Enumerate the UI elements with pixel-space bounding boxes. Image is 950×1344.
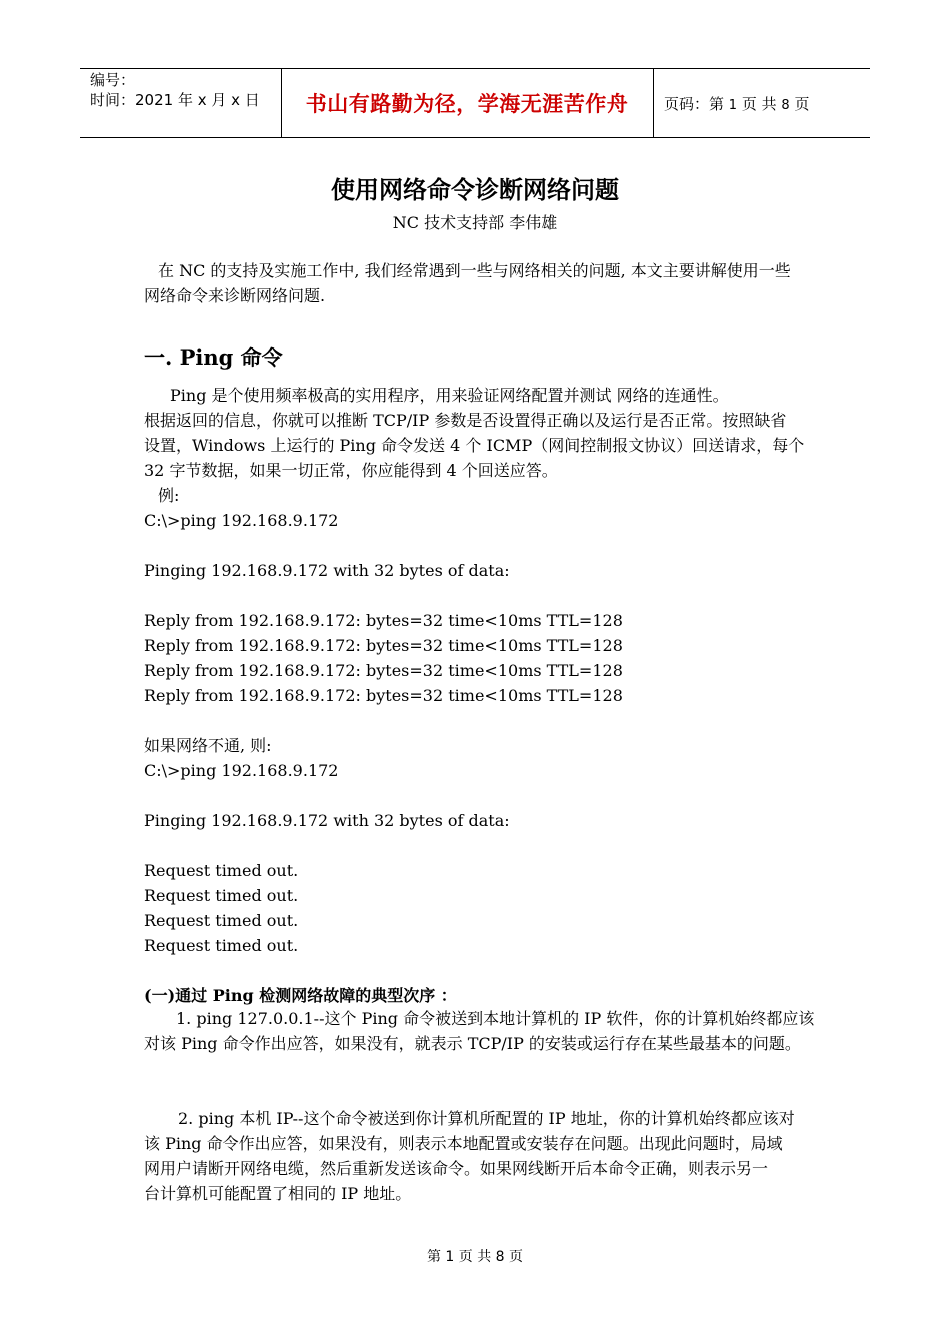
command-output-line: Reply from 192.168.9.172: bytes=32 time<10ms TTL=128 bbox=[144, 661, 623, 680]
subsection-heading: (一)通过 Ping 检测网络故障的典型次序 ： bbox=[144, 986, 457, 1005]
section-heading: 一. Ping 命令 bbox=[144, 345, 283, 370]
example-label: 例: bbox=[158, 486, 180, 505]
document-author: NC 技术支持部 李伟雄 bbox=[392, 213, 558, 232]
paragraph-line: 网用户请断开网络电缆，然后重新发送该命令。如果网线断开后本命令正确，则表示另一 bbox=[144, 1159, 769, 1178]
command-output-line: Request timed out. bbox=[144, 911, 299, 930]
command-output-line: Request timed out. bbox=[144, 861, 299, 880]
paragraph-line: Ping 是个使用频率极高的实用程序，用来验证网络配置并测试 网络的连通性。 bbox=[170, 386, 729, 405]
paragraph-line: 该 Ping 命令作出应答，如果没有，则表示本地配置或安装存在问题。出现此问题时，局域 bbox=[144, 1134, 783, 1153]
command-output-line: Request timed out. bbox=[144, 936, 299, 955]
header-motto-cell bbox=[281, 69, 654, 137]
command-line: C:\>ping 192.168.9.172 bbox=[144, 761, 339, 780]
document-title: 使用网络命令诊断网络问题 bbox=[331, 176, 619, 204]
command-output-line: Pinging 192.168.9.172 with 32 bytes of data: bbox=[144, 811, 510, 830]
paragraph-line: 根据返回的信息，你就可以推断 TCP/IP 参数是否设置得正确以及运行是否正常。按照缺省 bbox=[144, 411, 787, 430]
command-output-line: Request timed out. bbox=[144, 886, 299, 905]
command-output-line: Pinging 192.168.9.172 with 32 bytes of data: bbox=[144, 561, 510, 580]
command-output-line: Reply from 192.168.9.172: bytes=32 time<10ms TTL=128 bbox=[144, 611, 623, 630]
paragraph-line: 1. ping 127.0.0.1--这个 Ping 命令被送到本地计算机的 IP 软件，你的计算机始终都应该 bbox=[176, 1009, 815, 1028]
paragraph-line: 32 字节数据，如果一切正常，你应能得到 4 个回送应答。 bbox=[144, 461, 558, 480]
command-line: C:\>ping 192.168.9.172 bbox=[144, 511, 339, 530]
page-header bbox=[80, 68, 870, 138]
paragraph-line: 对该 Ping 命令作出应答，如果没有，就表示 TCP/IP 的安装或运行存在某些最基本的问题。 bbox=[144, 1034, 801, 1053]
paragraph-line: 台计算机可能配置了相同的 IP 地址。 bbox=[144, 1184, 412, 1203]
fail-label: 如果网络不通, 则: bbox=[144, 736, 272, 755]
header-page-cell bbox=[654, 69, 870, 137]
command-output-line: Reply from 192.168.9.172: bytes=32 time<10ms TTL=128 bbox=[144, 636, 623, 655]
header-page-code: 页码：第 1 页 共 8 页 bbox=[664, 94, 810, 113]
paragraph-line: 2. ping 本机 IP--这个命令被送到你计算机所配置的 IP 地址，你的计算机始终都应该对 bbox=[178, 1109, 795, 1128]
document-number-label: 编号： bbox=[90, 71, 136, 89]
header-motto: 书山有路勤为径，学海无涯苦作舟 bbox=[305, 92, 629, 116]
intro-line: 在 NC 的支持及实施工作中, 我们经常遇到一些与网络相关的问题, 本文主要讲解使用一些 bbox=[158, 261, 791, 280]
header-page-total: 8 bbox=[781, 97, 790, 113]
document-time-label: 时间：2021 年 x 月 x 日 bbox=[90, 91, 260, 109]
paragraph-line: 设置，Windows 上运行的 Ping 命令发送 4 个 ICMP（网间控制报文协议）回送请求，每个 bbox=[144, 436, 805, 455]
page-footer: 第 1 页 共 8 页 bbox=[426, 1249, 524, 1265]
intro-line: 网络命令来诊断网络问题. bbox=[144, 286, 326, 305]
command-output-line: Reply from 192.168.9.172: bytes=32 time<10ms TTL=128 bbox=[144, 686, 623, 705]
header-page-current: 1 bbox=[728, 97, 738, 113]
header-info-cell bbox=[80, 69, 282, 137]
